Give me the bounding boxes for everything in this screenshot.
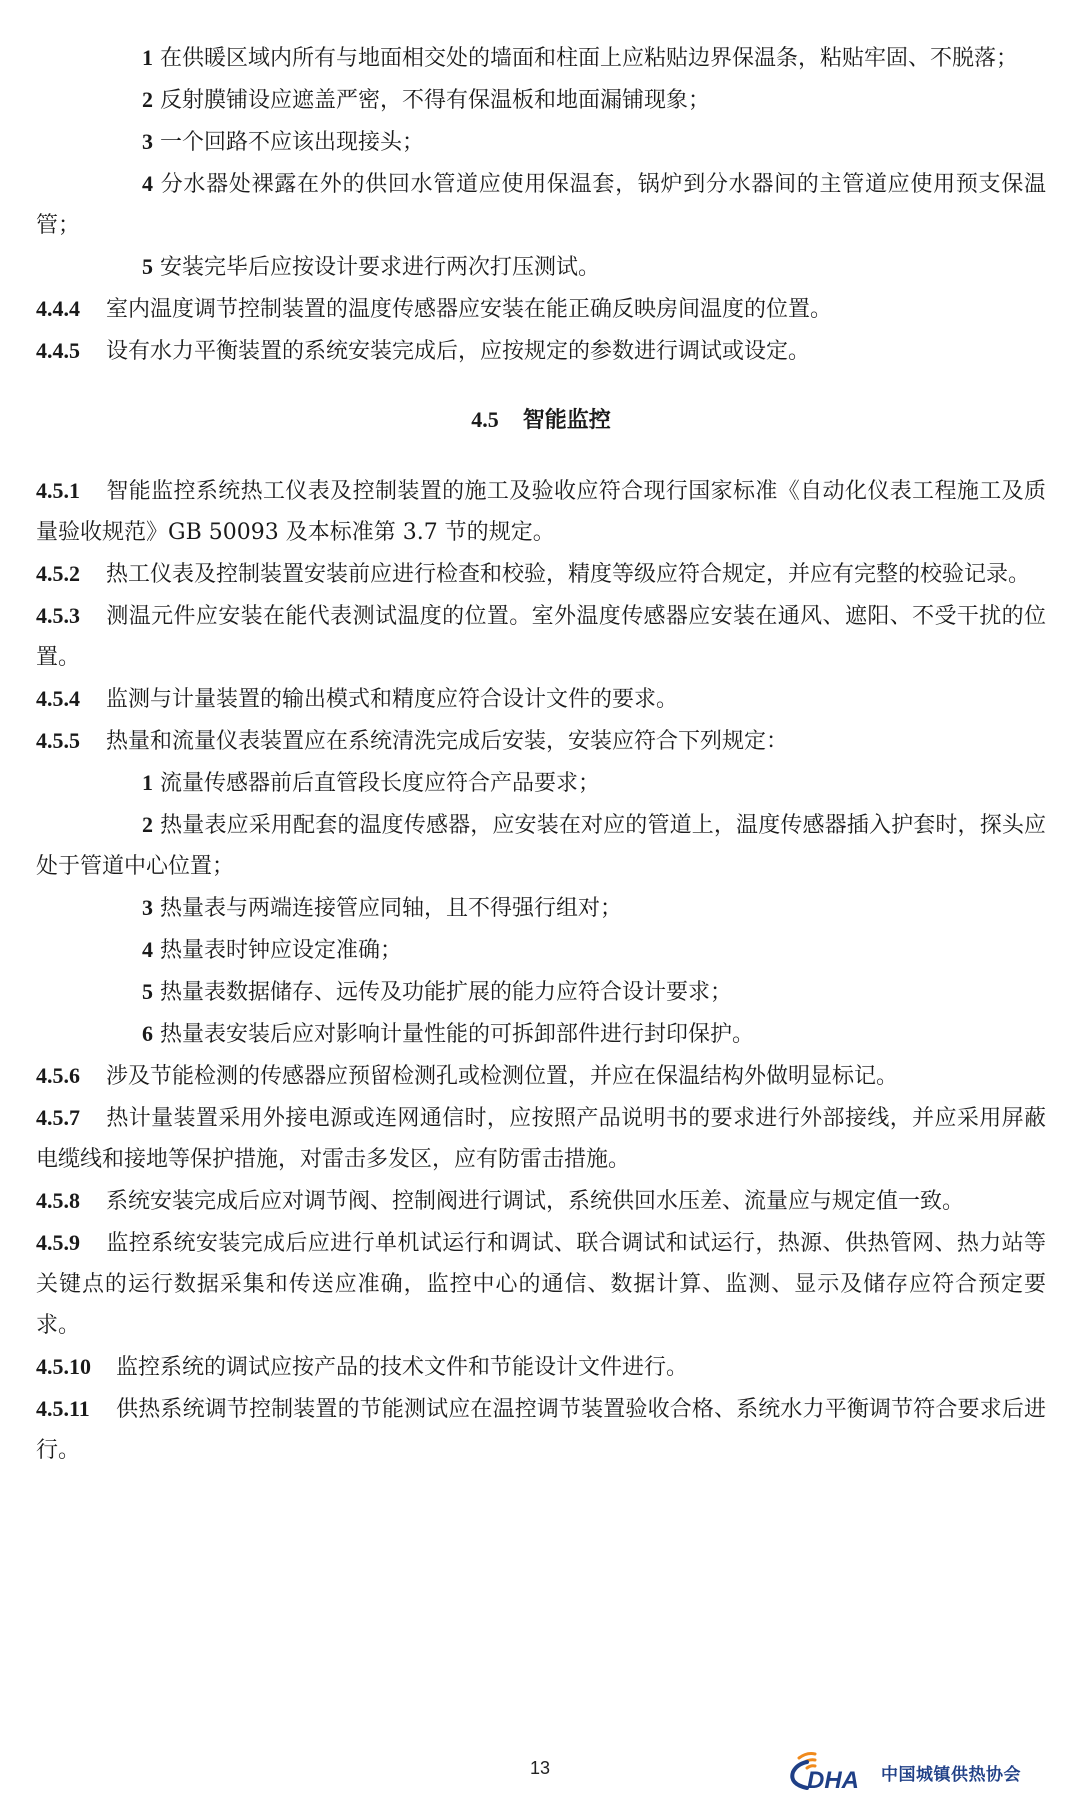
clause-number: 4.4.4	[36, 296, 80, 321]
item-text: 分水器处裸露在外的供回水管道应使用保温套，锅炉到分水器间的主管道应使用预支保温管；	[36, 172, 1046, 238]
clause-number: 4.5.7	[36, 1105, 80, 1130]
clause-text: 涉及节能检测的传感器应预留检测孔或检测位置，并应在保温结构外做明显标记。	[106, 1064, 899, 1089]
clause-number: 4.5.6	[36, 1063, 80, 1088]
item-number: 4	[142, 171, 153, 196]
item-text: 在供暖区域内所有与地面相交处的墙面和柱面上应粘贴边界保温条，粘贴牢固、不脱落；	[160, 46, 1019, 71]
clause-text: 热计量装置采用外接电源或连网通信时，应按照产品说明书的要求进行外部接线，并应采用屏蔽电缆线和接地等保护措施，对雷击多发区，应有防雷击措施。	[36, 1106, 1046, 1172]
list-item	[36, 929, 1046, 971]
list-item	[36, 246, 1046, 288]
clause-4-5-1	[36, 470, 1046, 553]
item-text: 一个回路不应该出现接头；	[160, 130, 425, 155]
clause-text: 热量和流量仪表装置应在系统清洗完成后安装，安装应符合下列规定：	[106, 729, 789, 754]
item-text: 热量表数据储存、远传及功能扩展的能力应符合设计要求；	[160, 980, 733, 1005]
association-logo	[785, 1748, 1055, 1798]
section-number: 4.5	[471, 407, 499, 432]
clause-text: 监测与计量装置的输出模式和精度应符合设计文件的要求。	[106, 687, 679, 712]
clause-text: 测温元件应安装在能代表测试温度的位置。室外温度传感器应安装在通风、遮阳、不受干扰的位置。	[36, 604, 1046, 670]
clause-number: 4.5.2	[36, 561, 80, 586]
clause-number: 4.5.11	[36, 1396, 90, 1421]
clause-text: 系统安装完成后应对调节阀、控制阀进行调试，系统供回水压差、流量应与规定值一致。	[106, 1189, 965, 1214]
clause-4-5-3	[36, 595, 1046, 678]
list-item	[36, 37, 1046, 79]
section-heading	[36, 400, 1046, 440]
item-number: 1	[142, 770, 153, 795]
item-text: 热量表时钟应设定准确；	[160, 938, 403, 963]
page-number: 13	[529, 1758, 551, 1778]
list-item	[36, 163, 1046, 246]
page-body	[36, 37, 1046, 1471]
clause-4-5-2	[36, 553, 1046, 595]
dha-logo-icon	[785, 1748, 881, 1798]
item-text: 热量表应采用配套的温度传感器，应安装在对应的管道上，温度传感器插入护套时，探头应处于管道中心位置；	[36, 813, 1046, 879]
clause-4-5-9	[36, 1222, 1046, 1346]
item-text: 反射膜铺设应遮盖严密，不得有保温板和地面漏铺现象；	[160, 88, 711, 113]
clause-text: 监控系统安装完成后应进行单机试运行和调试、联合调试和试运行，热源、供热管网、热力站等关键点的运行数据采集和传送应准确，监控中心的通信、数据计算、监测、显示及储存应符合预定要求。	[36, 1231, 1046, 1338]
logo-letters: DHA	[807, 1767, 859, 1794]
item-number: 6	[142, 1021, 153, 1046]
clause-4-5-10	[36, 1346, 1046, 1388]
clause-number: 4.5.10	[36, 1354, 91, 1379]
item-text: 流量传感器前后直管段长度应符合产品要求；	[160, 771, 601, 796]
item-text: 热量表安装后应对影响计量性能的可拆卸部件进行封印保护。	[160, 1022, 755, 1047]
clause-4-4-4	[36, 288, 1046, 330]
clause-number: 4.5.8	[36, 1188, 80, 1213]
clause-4-4-5	[36, 330, 1046, 372]
clause-text: 热工仪表及控制装置安装前应进行检查和校验，精度等级应符合规定，并应有完整的校验记录。	[106, 562, 1031, 587]
section-title: 智能监控	[522, 407, 611, 433]
clause-number: 4.4.5	[36, 338, 80, 363]
item-number: 2	[142, 812, 153, 837]
item-number: 3	[142, 895, 153, 920]
clause-4-5-5	[36, 720, 1046, 762]
item-number: 1	[142, 45, 153, 70]
clause-4-5-11	[36, 1388, 1046, 1471]
item-number: 4	[142, 937, 153, 962]
clause-4-5-8	[36, 1180, 1046, 1222]
clause-number: 4.5.4	[36, 686, 80, 711]
list-item	[36, 762, 1046, 804]
item-number: 3	[142, 129, 153, 154]
clause-4-5-7	[36, 1097, 1046, 1180]
clause-number: 4.5.9	[36, 1230, 80, 1255]
list-item	[36, 804, 1046, 887]
clause-4-5-6	[36, 1055, 1046, 1097]
clause-number: 4.5.1	[36, 478, 80, 503]
clause-4-5-4	[36, 678, 1046, 720]
clause-number: 4.5.5	[36, 728, 80, 753]
clause-text: 室内温度调节控制装置的温度传感器应安装在能正确反映房间温度的位置。	[106, 297, 833, 322]
item-number: 5	[142, 979, 153, 1004]
clause-number: 4.5.3	[36, 603, 80, 628]
list-item	[36, 1013, 1046, 1055]
clause-text: 监控系统的调试应按产品的技术文件和节能设计文件进行。	[116, 1355, 689, 1380]
clause-text: 设有水力平衡装置的系统安装完成后，应按规定的参数进行调试或设定。	[106, 339, 811, 364]
list-item	[36, 887, 1046, 929]
item-number: 5	[142, 254, 153, 279]
clause-text: 供热系统调节控制装置的节能测试应在温控调节装置验收合格、系统水力平衡调节符合要求后进行。	[36, 1397, 1046, 1463]
list-item	[36, 79, 1046, 121]
list-item	[36, 121, 1046, 163]
list-item	[36, 971, 1046, 1013]
clause-text: 智能监控系统热工仪表及控制装置的施工及验收应符合现行国家标准《自动化仪表工程施工及质量验收规范》GB 50093 及本标准第 3.7 节的规定。	[36, 479, 1046, 545]
item-number: 2	[142, 87, 153, 112]
item-text: 安装完毕后应按设计要求进行两次打压测试。	[160, 255, 601, 280]
item-text: 热量表与两端连接管应同轴，且不得强行组对；	[160, 896, 623, 921]
logo-text: 中国城镇供热协会	[881, 1765, 1021, 1785]
